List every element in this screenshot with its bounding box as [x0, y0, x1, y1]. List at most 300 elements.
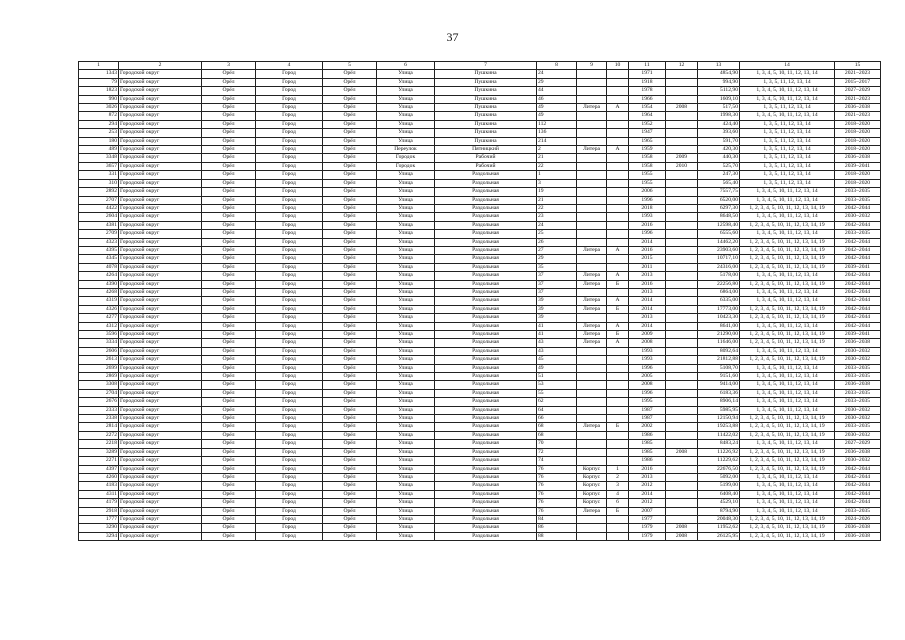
table-cell: 2030–2032	[835, 356, 881, 364]
table-cell: Городской округ	[119, 364, 202, 372]
table-cell: 2015–2017	[835, 78, 881, 86]
table-row	[79, 331, 881, 339]
table-cell: Орёл	[202, 499, 256, 507]
table-cell: 1, 3, 4, 5, 10, 11, 12, 13, 14	[740, 213, 835, 221]
table-cell	[666, 78, 698, 86]
table-cell: 76	[537, 482, 577, 490]
table-cell: Орёл	[202, 373, 256, 381]
table-cell: 2892	[79, 188, 119, 196]
table-cell: 2018–2020	[835, 179, 881, 187]
table-cell: 2036–2038	[835, 381, 881, 389]
table-cell: Корпус	[577, 490, 607, 498]
table-cell: Раздольная	[435, 314, 537, 322]
table-cell: 39	[537, 314, 577, 322]
table-cell: Орёл	[202, 288, 256, 296]
table-cell: 2042–2044	[835, 221, 881, 229]
table-cell: 37	[537, 272, 577, 280]
table-cell: 1964	[629, 112, 666, 120]
table-cell: 26	[537, 238, 577, 246]
table-cell	[666, 230, 698, 238]
table-cell: Орёл	[202, 154, 256, 162]
table-cell	[607, 398, 629, 406]
table-cell	[607, 162, 629, 170]
column-header: 2	[119, 62, 202, 70]
table-cell: 44	[537, 87, 577, 95]
table-cell	[666, 515, 698, 523]
table-cell: 2010	[666, 162, 698, 170]
table-cell: Город	[256, 515, 323, 523]
table-cell: 1, 3, 4, 5, 10, 11, 12, 13, 14	[740, 196, 835, 204]
table-cell: 1, 2, 3, 4, 5, 10, 11, 12, 13, 14, 19	[740, 339, 835, 347]
table-cell: Орёл	[323, 314, 377, 322]
table-cell	[577, 188, 607, 196]
table-cell: 994,90	[698, 78, 740, 86]
table-cell	[577, 129, 607, 137]
table-cell: Б	[607, 280, 629, 288]
table-cell: 11952,62	[698, 524, 740, 532]
table-cell: 4277	[79, 314, 119, 322]
table-cell: Орёл	[202, 532, 256, 540]
table-cell	[577, 381, 607, 389]
table-cell: Раздольная	[435, 423, 537, 431]
table-cell: 990	[79, 95, 119, 103]
table-cell: Улица	[377, 465, 435, 473]
table-cell: Городской округ	[119, 188, 202, 196]
table-cell: 2018–2020	[835, 171, 881, 179]
table-cell: Улица	[377, 70, 435, 78]
table-row	[79, 95, 881, 103]
table-cell: 24	[537, 70, 577, 78]
table-cell: Городской округ	[119, 373, 202, 381]
table-cell: 3289	[79, 448, 119, 456]
table-cell: 1, 2, 3, 4, 5, 10, 11, 12, 13, 14, 19	[740, 221, 835, 229]
table-cell: Город	[256, 196, 323, 204]
table-cell: Пушкина	[435, 95, 537, 103]
table-cell: Городской округ	[119, 389, 202, 397]
table-row	[79, 179, 881, 187]
table-cell: 2024–2026	[835, 515, 881, 523]
table-cell: Город	[256, 490, 323, 498]
table-cell: 1, 2, 3, 4, 5, 10, 11, 12, 13, 14, 19	[740, 457, 835, 465]
table-cell: Литера	[577, 423, 607, 431]
table-cell: Орёл	[323, 230, 377, 238]
table-cell: 1996	[629, 230, 666, 238]
table-cell: Орёл	[202, 482, 256, 490]
table-cell: 1, 2, 3, 4, 5, 10, 11, 12, 13, 14, 19	[740, 515, 835, 523]
table-cell: Городской округ	[119, 305, 202, 313]
table-row	[79, 255, 881, 263]
table-cell: Орёл	[323, 465, 377, 473]
table-cell: Раздольная	[435, 238, 537, 246]
table-cell: 2042–2044	[835, 297, 881, 305]
table-cell	[666, 196, 698, 204]
table-cell: 1609,10	[698, 95, 740, 103]
table-cell: Орёл	[202, 230, 256, 238]
table-cell: Орёл	[323, 87, 377, 95]
table-cell: 1, 3, 4, 5, 10, 11, 12, 13, 14	[740, 288, 835, 296]
table-cell: 6520,00	[698, 196, 740, 204]
table-cell: Улица	[377, 339, 435, 347]
table-cell: 1, 3, 4, 5, 10, 11, 12, 13, 14	[740, 322, 835, 330]
table-cell: 76	[537, 499, 577, 507]
table-cell: Орёл	[202, 423, 256, 431]
table-cell	[607, 204, 629, 212]
table-cell: Орёл	[202, 246, 256, 254]
table-cell: Орёл	[202, 179, 256, 187]
table-cell: Орёл	[323, 482, 377, 490]
table-cell	[607, 188, 629, 196]
table-cell: Городской округ	[119, 154, 202, 162]
table-cell	[607, 406, 629, 414]
table-cell: 1, 3, 5, 11, 12, 13, 14	[740, 104, 835, 112]
table-cell: Орёл	[323, 373, 377, 381]
table-cell	[607, 263, 629, 271]
table-cell	[666, 272, 698, 280]
table-cell: 1, 2, 3, 4, 5, 10, 11, 12, 13, 14, 19	[740, 356, 835, 364]
table-cell	[577, 448, 607, 456]
table-cell	[666, 204, 698, 212]
table-cell: 1, 3, 4, 5, 10, 11, 12, 13, 14	[740, 272, 835, 280]
table-cell: 1986	[629, 457, 666, 465]
table-cell: 2027–2029	[835, 440, 881, 448]
table-cell: Городской округ	[119, 221, 202, 229]
table-cell: Улица	[377, 238, 435, 246]
table-cell: 72	[537, 448, 577, 456]
table-cell: 2033–2035	[835, 389, 881, 397]
table-cell	[577, 440, 607, 448]
table-cell: 2272	[79, 431, 119, 439]
table-cell: Городской округ	[119, 524, 202, 532]
table-cell: 29	[537, 78, 577, 86]
table-cell	[607, 171, 629, 179]
table-cell: 2021–2023	[835, 95, 881, 103]
table-cell: 21812,88	[698, 356, 740, 364]
table-cell	[666, 146, 698, 154]
table-cell: Улица	[377, 415, 435, 423]
table-cell: 10717,10	[698, 255, 740, 263]
table-cell: Литера	[577, 322, 607, 330]
table-cell	[607, 515, 629, 523]
table-cell: 21	[537, 154, 577, 162]
table-cell: 76	[537, 490, 577, 498]
table-cell: Город	[256, 473, 323, 481]
table-cell	[666, 440, 698, 448]
table-cell	[607, 415, 629, 423]
table-cell: Город	[256, 238, 323, 246]
table-cell: Орёл	[202, 297, 256, 305]
table-cell: Раздольная	[435, 255, 537, 263]
table-cell	[666, 473, 698, 481]
table-cell: 76	[537, 507, 577, 515]
table-cell: 1998,30	[698, 112, 740, 120]
table-cell: Городской округ	[119, 238, 202, 246]
table-cell: 1, 3, 4, 5, 10, 11, 12, 13, 14	[740, 440, 835, 448]
table-cell: 294	[79, 120, 119, 128]
table-cell: 1, 3, 4, 5, 10, 11, 12, 13, 14	[740, 507, 835, 515]
table-cell: 1, 3, 4, 5, 10, 11, 12, 13, 14	[740, 230, 835, 238]
table-cell	[666, 373, 698, 381]
table-cell: Орёл	[202, 473, 256, 481]
table-cell: Раздольная	[435, 213, 537, 221]
table-cell	[666, 255, 698, 263]
table-cell	[666, 507, 698, 515]
table-cell	[666, 280, 698, 288]
table-cell: 517,50	[698, 104, 740, 112]
table-cell	[577, 162, 607, 170]
table-cell: 4397	[79, 465, 119, 473]
table-cell	[577, 356, 607, 364]
table-cell	[607, 288, 629, 296]
table-cell: 1823	[79, 87, 119, 95]
table-cell: А	[607, 104, 629, 112]
table-cell: Город	[256, 373, 323, 381]
table-cell: 2338	[79, 415, 119, 423]
table-cell: Город	[256, 415, 323, 423]
table-row	[79, 120, 881, 128]
table-cell: 76	[537, 465, 577, 473]
table-cell: Орёл	[202, 490, 256, 498]
table-cell: Городской округ	[119, 465, 202, 473]
table-row	[79, 381, 881, 389]
table-cell: Орёл	[202, 356, 256, 364]
table-cell: 74	[537, 457, 577, 465]
table-cell: 2036–2038	[835, 532, 881, 540]
table-cell: Литера	[577, 339, 607, 347]
table-cell: Город	[256, 154, 323, 162]
table-cell: 1, 3, 4, 5, 10, 11, 12, 13, 14	[740, 95, 835, 103]
table-row	[79, 272, 881, 280]
table-cell: Раздольная	[435, 331, 537, 339]
table-cell	[666, 129, 698, 137]
table-cell: Пушкина	[435, 120, 537, 128]
table-cell: 2042–2044	[835, 482, 881, 490]
table-cell: 1, 3, 4, 5, 10, 11, 12, 13, 14	[740, 297, 835, 305]
table-cell	[607, 129, 629, 137]
table-cell: Улица	[377, 524, 435, 532]
table-cell: 214	[537, 137, 577, 145]
table-cell: 2030–2032	[835, 415, 881, 423]
table-row	[79, 288, 881, 296]
table-cell	[666, 364, 698, 372]
table-row	[79, 507, 881, 515]
table-cell: 1, 3, 4, 5, 10, 11, 12, 13, 14	[740, 473, 835, 481]
table-cell: 39	[537, 297, 577, 305]
table-cell: 2042–2044	[835, 465, 881, 473]
table-cell: Орёл	[202, 78, 256, 86]
table-cell: Город	[256, 482, 323, 490]
table-cell: 6864,00	[698, 288, 740, 296]
table-cell: Городской округ	[119, 112, 202, 120]
table-cell: Улица	[377, 129, 435, 137]
table-cell: 2014	[629, 238, 666, 246]
table-row	[79, 70, 881, 78]
table-cell: 1, 2, 3, 4, 5, 10, 11, 12, 13, 14, 19	[740, 465, 835, 473]
table-cell: Городской округ	[119, 213, 202, 221]
table-cell: 5092,00	[698, 473, 740, 481]
table-cell: Орёл	[323, 78, 377, 86]
table-cell: Улица	[377, 272, 435, 280]
table-cell: Раздольная	[435, 373, 537, 381]
table-cell: Орёл	[202, 465, 256, 473]
table-cell	[607, 364, 629, 372]
table-cell: 9414,00	[698, 381, 740, 389]
table-cell	[666, 70, 698, 78]
table-cell: 1952	[629, 120, 666, 128]
table-row	[79, 221, 881, 229]
table-cell: Рабочий	[435, 162, 537, 170]
table-cell: Городской округ	[119, 322, 202, 330]
table-cell	[607, 137, 629, 145]
table-cell: 1, 3, 4, 5, 10, 11, 12, 13, 14	[740, 347, 835, 355]
table-cell: 1, 2, 3, 4, 5, 10, 11, 12, 13, 14, 19	[740, 524, 835, 532]
table-cell: 21290,00	[698, 331, 740, 339]
table-cell: Орёл	[323, 297, 377, 305]
table-cell: Орёл	[202, 221, 256, 229]
table-cell	[607, 230, 629, 238]
table-cell: Раздольная	[435, 221, 537, 229]
table-cell: 2012	[629, 482, 666, 490]
table-cell: Орёл	[323, 272, 377, 280]
table-cell: Город	[256, 129, 323, 137]
table-cell: Улица	[377, 389, 435, 397]
table-cell: 2604	[79, 213, 119, 221]
table-cell: Орёл	[323, 95, 377, 103]
table-cell: 6408,40	[698, 490, 740, 498]
table-cell: 1, 3, 4, 5, 10, 11, 12, 13, 14	[740, 490, 835, 498]
table-cell: Литера	[577, 272, 607, 280]
table-cell: 2013	[629, 288, 666, 296]
table-cell	[577, 406, 607, 414]
table-cell: Орёл	[323, 213, 377, 221]
table-cell: Орёл	[323, 288, 377, 296]
table-cell: Город	[256, 221, 323, 229]
table-cell: 1, 3, 4, 5, 10, 11, 12, 13, 14	[740, 364, 835, 372]
table-cell: Орёл	[202, 347, 256, 355]
table-cell: 2033–2035	[835, 398, 881, 406]
table-row	[79, 423, 881, 431]
table-cell	[577, 263, 607, 271]
table-cell: Раздольная	[435, 482, 537, 490]
table-cell: Улица	[377, 280, 435, 288]
table-cell: Орёл	[202, 305, 256, 313]
table-cell: Улица	[377, 297, 435, 305]
table-cell: 2027–2029	[835, 87, 881, 95]
table-cell: 2036–2038	[835, 104, 881, 112]
table-row	[79, 389, 881, 397]
table-cell: 1987	[629, 406, 666, 414]
table-cell	[666, 339, 698, 347]
table-cell: 180	[79, 137, 119, 145]
table-cell: Город	[256, 246, 323, 254]
table-cell: Городской округ	[119, 515, 202, 523]
table-cell: 4854,90	[698, 70, 740, 78]
table-cell: 1, 3, 5, 11, 12, 13, 14	[740, 129, 835, 137]
table-cell: Корпус	[577, 473, 607, 481]
table-cell: Городской округ	[119, 78, 202, 86]
table-cell: Городской округ	[119, 272, 202, 280]
table-cell: Улица	[377, 347, 435, 355]
table-cell: Орёл	[323, 532, 377, 540]
table-cell: Улица	[377, 171, 435, 179]
table-cell: Улица	[377, 457, 435, 465]
column-header: 11	[629, 62, 666, 70]
table-cell: Орёл	[202, 314, 256, 322]
table-cell: Орёл	[202, 146, 256, 154]
table-cell	[577, 120, 607, 128]
table-cell: Улица	[377, 213, 435, 221]
table-cell: 2030–2032	[835, 406, 881, 414]
table-cell: Раздольная	[435, 473, 537, 481]
table-cell: 55	[537, 389, 577, 397]
table-cell	[607, 70, 629, 78]
table-cell: Орёл	[323, 381, 377, 389]
table-cell	[607, 255, 629, 263]
table-cell: 1	[607, 465, 629, 473]
table-row	[79, 238, 881, 246]
table-cell: Городской округ	[119, 398, 202, 406]
table-cell: 6555,60	[698, 230, 740, 238]
table-cell: 68	[537, 431, 577, 439]
table-row	[79, 347, 881, 355]
table-cell: Орёл	[323, 448, 377, 456]
table-cell: Орёл	[323, 255, 377, 263]
table-cell	[577, 221, 607, 229]
table-cell	[577, 213, 607, 221]
table-cell: 1918	[629, 78, 666, 86]
table-cell: Орёл	[323, 221, 377, 229]
table-cell	[577, 314, 607, 322]
table-cell	[666, 499, 698, 507]
table-cell: Город	[256, 230, 323, 238]
table-cell	[577, 70, 607, 78]
table-cell: Улица	[377, 431, 435, 439]
table-cell: 8906,14	[698, 398, 740, 406]
table-cell: 2042–2044	[835, 204, 881, 212]
table-cell: Раздольная	[435, 398, 537, 406]
table-cell: Орёл	[323, 406, 377, 414]
table-cell: 11646,00	[698, 339, 740, 347]
table-cell: 1958	[629, 154, 666, 162]
table-cell: Городской округ	[119, 347, 202, 355]
table-row	[79, 490, 881, 498]
table-cell: Орёл	[323, 137, 377, 145]
table-cell: 1995	[629, 398, 666, 406]
table-cell: 5178,00	[698, 272, 740, 280]
table-cell: 66	[537, 415, 577, 423]
table-cell: 2707	[79, 196, 119, 204]
table-cell: Литера	[577, 280, 607, 288]
table-cell: 4179	[79, 499, 119, 507]
table-row	[79, 213, 881, 221]
table-cell: 2016	[629, 280, 666, 288]
table-cell: Орёл	[323, 322, 377, 330]
table-cell: Рабочий	[435, 154, 537, 162]
table-cell: Орёл	[323, 389, 377, 397]
table-cell: Улица	[377, 499, 435, 507]
table-cell: Город	[256, 381, 323, 389]
table-cell: 565,40	[698, 179, 740, 187]
table-cell: 1, 3, 5, 11, 12, 13, 14	[740, 78, 835, 86]
table-cell: 2036–2038	[835, 339, 881, 347]
table-cell	[577, 204, 607, 212]
table-cell: Улица	[377, 507, 435, 515]
table-cell	[607, 347, 629, 355]
table-cell	[607, 87, 629, 95]
table-cell	[607, 389, 629, 397]
table-cell	[577, 87, 607, 95]
table-cell: Городской округ	[119, 440, 202, 448]
table-cell	[607, 78, 629, 86]
